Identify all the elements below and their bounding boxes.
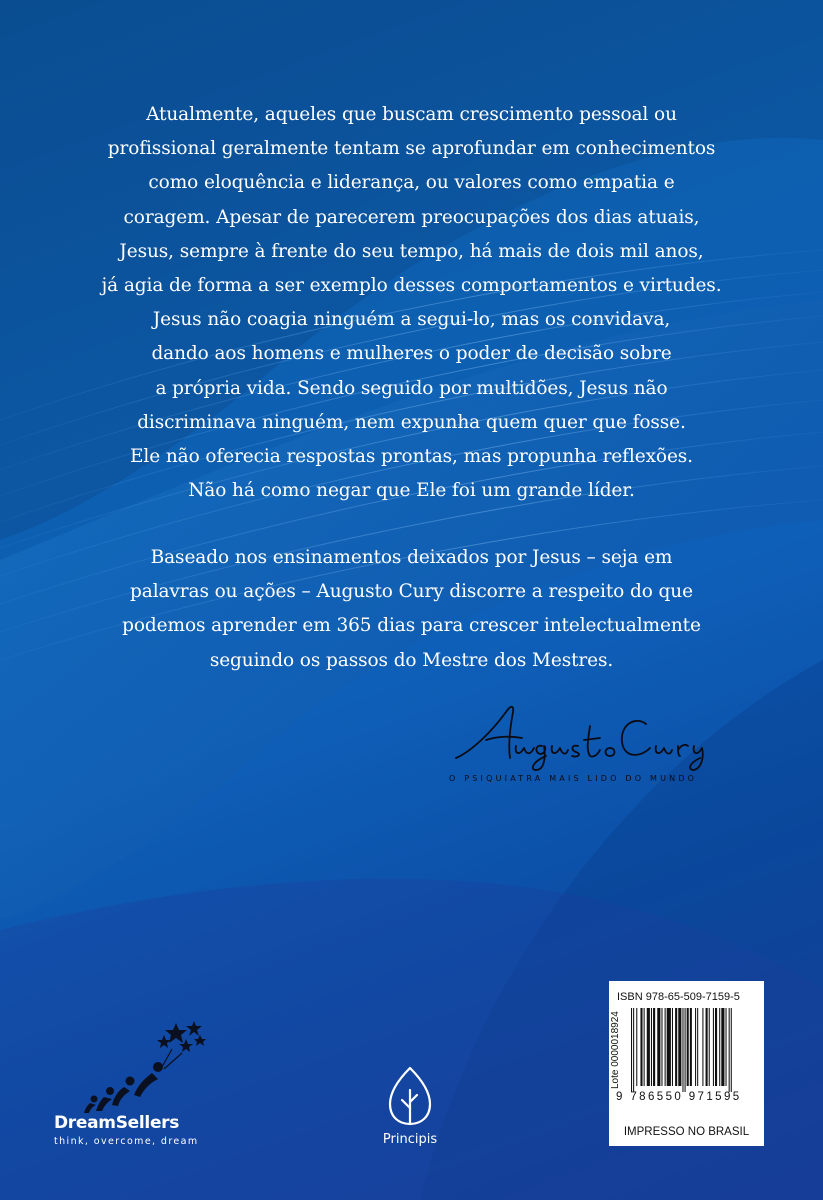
principis-name: Principis bbox=[382, 1132, 438, 1147]
signature-handwriting-icon bbox=[450, 694, 710, 774]
dreamsellers-family-stars-icon bbox=[54, 1015, 214, 1115]
isbn-text: ISBN 978-65-509-7159-5 bbox=[617, 991, 740, 1003]
printed-in-brasil: IMPRESSO NO BRASIL bbox=[623, 1126, 750, 1138]
blurb-paragraph-1: Atualmente, aqueles que buscam crescimento pessoal ou profissional geralmente tentam se aprofundar em conhecimentos como eloquência e liderança, ou valores como empatia e coragem. Apesar de parecerem preocupações dos dias atuais, Jesus, sempre à frente do seu tempo, há mais de dois mil anos, já agia de forma a ser exemplo desses comportamentos e virtudes. Jesus não coagia ninguém a segui-lo, mas os convidava, dando aos homens e mulheres o poder de decisão sobre a própria vida. Sendo seguido por multidões, Jesus não discriminava ninguém, nem expunha quem quer que fosse. Ele não oferecia respostas prontas, mas propunha reflexões. Não há como negar que Ele foi um grande líder. bbox=[101, 104, 722, 502]
principis-logo bbox=[370, 1062, 450, 1154]
dreamsellers-name: DreamSellers bbox=[54, 1113, 180, 1133]
dreamsellers-logo bbox=[54, 1015, 214, 1145]
leaf-icon bbox=[370, 1062, 450, 1128]
blurb-paragraph-2: Baseado nos ensinamentos deixados por Jesus – seja em palavras ou ações – Augusto Cury discorre a respeito do que podemos aprender em 365 dias para crescer intelectualmente seguindo os passos do Mestre dos Mestres. bbox=[122, 547, 701, 671]
lote-text: Lote 0000018924 bbox=[610, 1011, 621, 1089]
dreamsellers-tagline: think, overcome, dream bbox=[54, 1136, 199, 1147]
barcode-digits: 9 786550 971595 bbox=[616, 1091, 742, 1103]
barcode-icon bbox=[631, 1008, 757, 1092]
author-tagline: O PSIQUIATRA MAIS LIDO DO MUNDO bbox=[449, 774, 698, 783]
barcode-box bbox=[609, 981, 764, 1146]
